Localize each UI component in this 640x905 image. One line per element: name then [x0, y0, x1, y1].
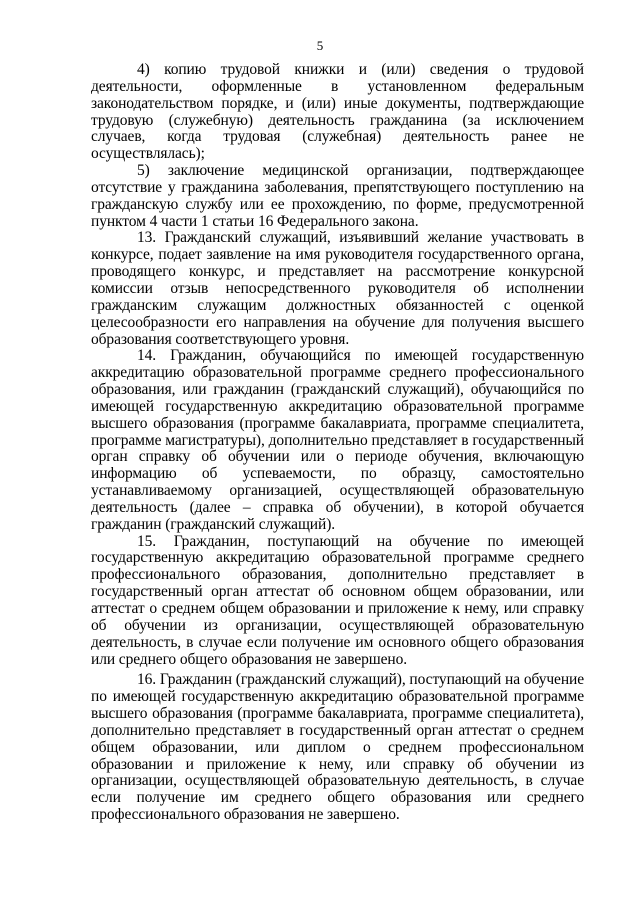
paragraph-item-4-work-record: 4) копию трудовой книжки и (или) сведения о трудовой деятельности, оформленные в установленном федеральным законодательством порядке, и (или) иные документы, подтверждающие трудовую (служебную) деятельность гражданина (за исключением случаев, когда трудовая (служебная) деятельность ранее не осуществлялась); [91, 61, 584, 163]
paragraph-13-civil-servant-application: 13. Гражданский служащий, изъявивший желание участвовать в конкурсе, подает заявление на имя руководителя государственного органа, проводящего конкурс, и представляет на рассмотрение конкурсной комиссии отзыв непосредственного руководителя об исполнении гражданским служащим должностных обязанностей с оценкой целесообразности его направления на обучение для получения высшего образования соответствующего уровня. [91, 229, 584, 348]
paragraph-14-study-certificate: 14. Гражданин, обучающийся по имеющей государственную аккредитацию образовательной программе среднего профессионального образования, или гражданин (гражданский служащий), обучающийся по имеющей государственную аккредитацию образовательной программе высшего образования (программе бакалавриата, программе специалитета, программе магистратуры), дополнительно представляет в государственный орган справку об обучении или о периоде обучения, включающую информацию об успеваемости, по образцу, самостоятельно устанавливаемому организацией, осуществляющей образовательную деятельность (далее – справка об обучении), в которой обучается гражданин (гражданский служащий). [91, 347, 584, 533]
paragraph-16-higher-education-admission: 16. Гражданин (гражданский служащий), поступающий на обучение по имеющей государственную аккредитацию образовательной программе высшего образования (программе бакалавриата, программе специалитета), дополнительно представляет в государственный орган аттестат о среднем общем образовании, или диплом о среднем профессиональном образовании и приложение к нему, или справку об обучении из организации, осуществляющей образовательную деятельность, в случае если получение им среднего общего образования или среднего профессионального образования не завершено. [91, 671, 584, 824]
paragraph-item-5-medical-certificate: 5) заключение медицинской организации, подтверждающее отсутствие у гражданина заболевания, препятствующего поступлению на гражданскую службу или ее прохождению, по форме, предусмотренной пунктом 4 части 1 статьи 16 Федерального закона. [91, 162, 584, 230]
document-body [91, 62, 584, 824]
paragraph-15-secondary-vocational-admission: 15. Гражданин, поступающий на обучение по имеющей государственную аккредитацию образовательной программе среднего профессионального образования, дополнительно представляет в государственный орган аттестат об основном общем образовании, или аттестат о среднем общем образовании и приложение к нему, или справку об обучении из организации, осуществляющей образовательную деятельность, в случае если получение им основного общего образования или среднего общего образования не завершено. [91, 532, 584, 668]
page-number: 5 [316, 38, 324, 53]
